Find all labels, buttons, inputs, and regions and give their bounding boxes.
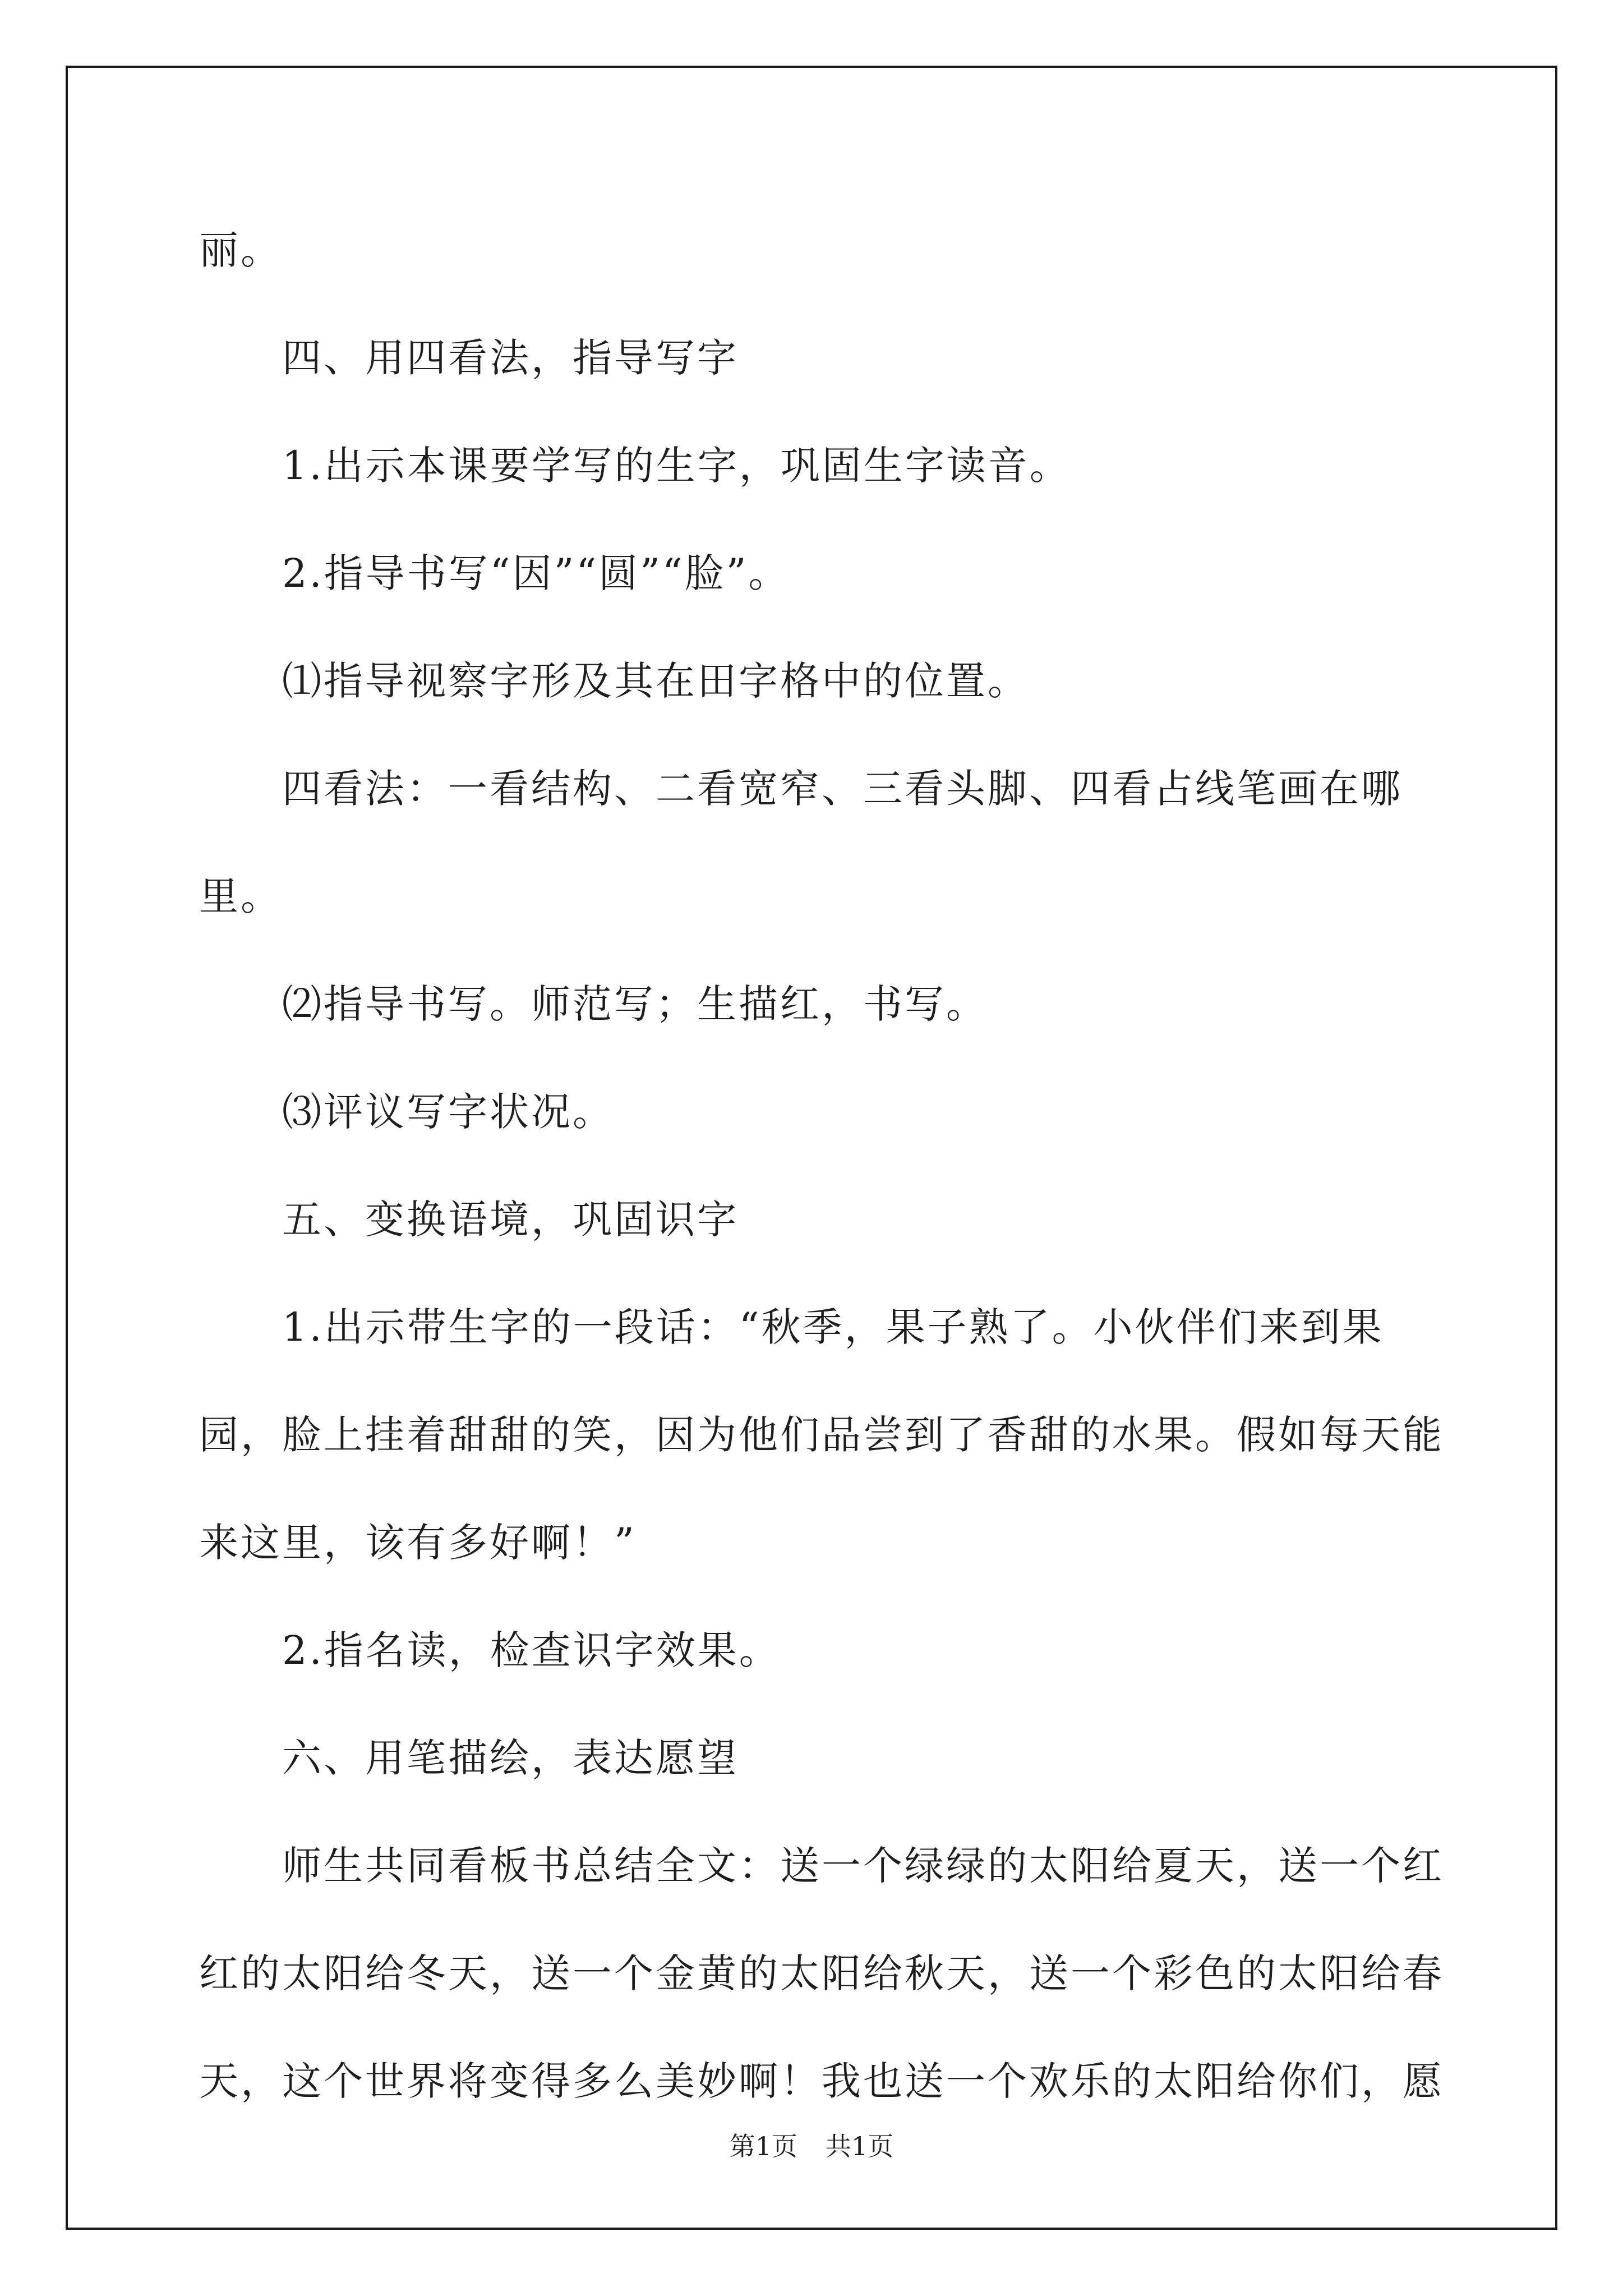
paragraph-continuation: 丽。 (199, 227, 282, 273)
paragraph-substep: ⑵指导书写。师范写；生描红，书写。 (282, 981, 988, 1027)
section-heading-4: 四、用四看法，指导写字 (282, 335, 739, 381)
paragraph-summary: 师生共同看板书总结全文：送一个绿绿的太阳给夏天，送一个红红的太阳给冬天，送一个金黄的太阳给秋天，送一个彩色的太阳给春天，这个世界将变得多么美妙啊！我也送一个欢乐的太阳给你们，愿 (199, 1843, 1444, 2104)
section-heading-5: 五、变换语境，巩固识字 (282, 1197, 739, 1243)
section-heading-6: 六、用笔描绘，表达愿望 (282, 1735, 739, 1781)
paragraph-step: 2.指名读，检查识字效果。 (282, 1627, 781, 1673)
page-number-total: 共1页 (826, 2131, 894, 2161)
document-body (199, 196, 1444, 2135)
paragraph-step: 2.指导书写“因”“圆”“脸”。 (282, 550, 790, 596)
paragraph-substep: ⑴指导视察字形及其在田字格中的位置。 (282, 658, 1029, 704)
page-footer (0, 2126, 1623, 2163)
paragraph-substep: ⑶评议写字状况。 (282, 1089, 614, 1135)
paragraph-step: 1.出示本课要学写的生字，巩固生字读音。 (282, 443, 1071, 489)
paragraph-method: 四看法：一看结构、二看宽窄、三看头脚、四看占线笔画在哪里。 (199, 766, 1403, 919)
page-number-current: 第1页 (729, 2131, 797, 2161)
paragraph-step: 1.出示带生字的一段话：“秋季，果子熟了。小伙伴们来到果园，脸上挂着甜甜的笑，因为他们品尝到了香甜的水果。假如每天能来这里，该有多好啊！” (199, 1304, 1444, 1566)
